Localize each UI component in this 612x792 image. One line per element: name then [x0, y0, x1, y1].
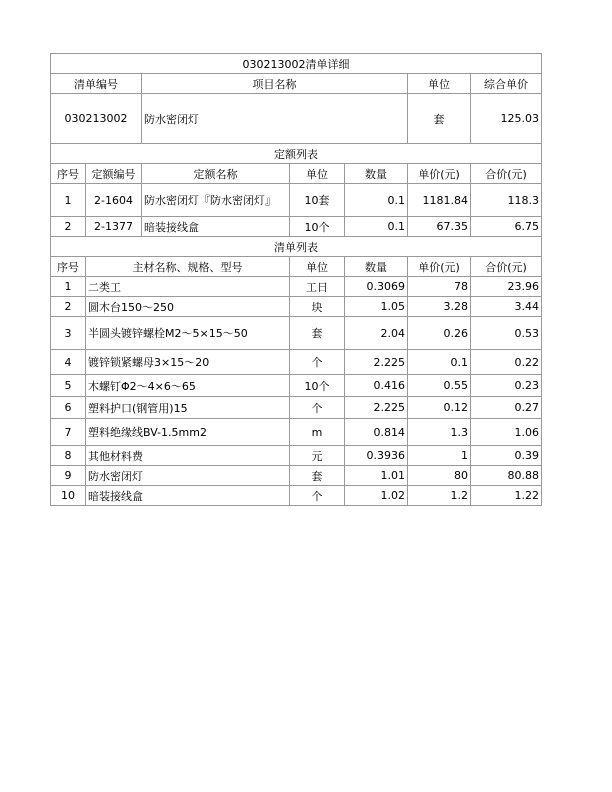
- list-unit: 个: [290, 350, 345, 375]
- quota-qty: 0.1: [345, 184, 408, 217]
- list-unit: 套: [290, 317, 345, 350]
- quota-no: 2: [51, 217, 86, 237]
- list-no: 1: [51, 277, 86, 297]
- price-header: 综合单价: [471, 74, 542, 94]
- list-unit: 工日: [290, 277, 345, 297]
- list-qty: 1.01: [345, 466, 408, 486]
- list-col-header: 数量: [345, 257, 408, 277]
- list-total: 3.44: [471, 297, 542, 317]
- list-price: 80: [408, 466, 471, 486]
- code-header: 清单编号: [51, 74, 142, 94]
- list-row: [51, 297, 542, 317]
- list-total: 0.39: [471, 446, 542, 466]
- quota-code: 2-1604: [86, 184, 142, 217]
- list-no: 5: [51, 375, 86, 397]
- item-code: 030213002: [51, 94, 142, 144]
- quota-row: [51, 217, 542, 237]
- quota-price: 67.35: [408, 217, 471, 237]
- list-col-header: 单价(元): [408, 257, 471, 277]
- list-name: 木螺钉Φ2～4×6～65: [86, 375, 290, 397]
- item-price: 125.03: [471, 94, 542, 144]
- list-col-header: 合价(元): [471, 257, 542, 277]
- table-title: 030213002清单详细: [51, 54, 542, 74]
- list-qty: 2.04: [345, 317, 408, 350]
- list-col-header: 单位: [290, 257, 345, 277]
- list-unit: 个: [290, 397, 345, 419]
- quota-col-header: 单位: [290, 164, 345, 184]
- list-qty: 1.02: [345, 486, 408, 506]
- list-no: 7: [51, 419, 86, 446]
- list-section-title: 清单列表: [51, 237, 542, 257]
- list-qty: 0.3069: [345, 277, 408, 297]
- material-list: [51, 277, 542, 506]
- quota-no: 1: [51, 184, 86, 217]
- list-qty: 1.05: [345, 297, 408, 317]
- list-no: 3: [51, 317, 86, 350]
- list-price: 0.26: [408, 317, 471, 350]
- list-qty: 2.225: [345, 350, 408, 375]
- quota-col-header: 数量: [345, 164, 408, 184]
- list-unit: m: [290, 419, 345, 446]
- list-qty: 0.416: [345, 375, 408, 397]
- list-price: 78: [408, 277, 471, 297]
- quota-qty: 0.1: [345, 217, 408, 237]
- list-name: 半圆头镀锌螺栓M2～5×15～50: [86, 317, 290, 350]
- item-name: 防水密闭灯: [142, 94, 408, 144]
- list-row: [51, 486, 542, 506]
- list-row: [51, 375, 542, 397]
- list-qty: 0.814: [345, 419, 408, 446]
- list-no: 2: [51, 297, 86, 317]
- list-col-header: 序号: [51, 257, 86, 277]
- list-name: 镀锌锁紧螺母3×15～20: [86, 350, 290, 375]
- quota-name: 暗装接线盒: [142, 217, 290, 237]
- list-name: 塑料护口(钢管用)15: [86, 397, 290, 419]
- quota-col-header: 定额编号: [86, 164, 142, 184]
- quota-unit: 10个: [290, 217, 345, 237]
- list-row: [51, 317, 542, 350]
- list-row: [51, 277, 542, 297]
- list-no: 4: [51, 350, 86, 375]
- list-unit: 10个: [290, 375, 345, 397]
- list-no: 8: [51, 446, 86, 466]
- list-row: [51, 350, 542, 375]
- quota-section-title: 定额列表: [51, 144, 542, 164]
- list-total: 0.23: [471, 375, 542, 397]
- quota-row: [51, 184, 542, 217]
- list-row: [51, 446, 542, 466]
- list-total: 1.22: [471, 486, 542, 506]
- list-name: 其他材料费: [86, 446, 290, 466]
- list-price: 1.2: [408, 486, 471, 506]
- list-name: 塑料绝缘线BV-1.5mm2: [86, 419, 290, 446]
- list-qty: 0.3936: [345, 446, 408, 466]
- list-no: 10: [51, 486, 86, 506]
- list-row: [51, 466, 542, 486]
- detail-table: [50, 53, 542, 506]
- list-price: 3.28: [408, 297, 471, 317]
- list-total: 1.06: [471, 419, 542, 446]
- quota-col-header: 合价(元): [471, 164, 542, 184]
- list-name: 圆木台150～250: [86, 297, 290, 317]
- list-total: 0.53: [471, 317, 542, 350]
- list-total: 80.88: [471, 466, 542, 486]
- list-price: 0.55: [408, 375, 471, 397]
- list-row: [51, 419, 542, 446]
- unit-header: 单位: [408, 74, 471, 94]
- list-name: 暗装接线盒: [86, 486, 290, 506]
- list-price: 1: [408, 446, 471, 466]
- quota-price: 1181.84: [408, 184, 471, 217]
- quota-unit: 10套: [290, 184, 345, 217]
- name-header: 项目名称: [142, 74, 408, 94]
- list-no: 6: [51, 397, 86, 419]
- list-price: 1.3: [408, 419, 471, 446]
- quota-code: 2-1377: [86, 217, 142, 237]
- list-unit: 个: [290, 486, 345, 506]
- list-unit: 套: [290, 466, 345, 486]
- list-no: 9: [51, 466, 86, 486]
- quota-total: 118.3: [471, 184, 542, 217]
- list-name: 防水密闭灯: [86, 466, 290, 486]
- quota-col-header: 单价(元): [408, 164, 471, 184]
- list-total: 0.22: [471, 350, 542, 375]
- quota-col-header: 序号: [51, 164, 86, 184]
- quota-name: 防水密闭灯『防水密闭灯』: [142, 184, 290, 217]
- list-unit: 块: [290, 297, 345, 317]
- list-row: [51, 397, 542, 419]
- quota-total: 6.75: [471, 217, 542, 237]
- list-total: 0.27: [471, 397, 542, 419]
- list-qty: 2.225: [345, 397, 408, 419]
- list-price: 0.1: [408, 350, 471, 375]
- quota-col-header: 定额名称: [142, 164, 290, 184]
- list-total: 23.96: [471, 277, 542, 297]
- list-unit: 元: [290, 446, 345, 466]
- list-price: 0.12: [408, 397, 471, 419]
- list-col-header: 主材名称、规格、型号: [86, 257, 290, 277]
- item-unit: 套: [408, 94, 471, 144]
- list-name: 二类工: [86, 277, 290, 297]
